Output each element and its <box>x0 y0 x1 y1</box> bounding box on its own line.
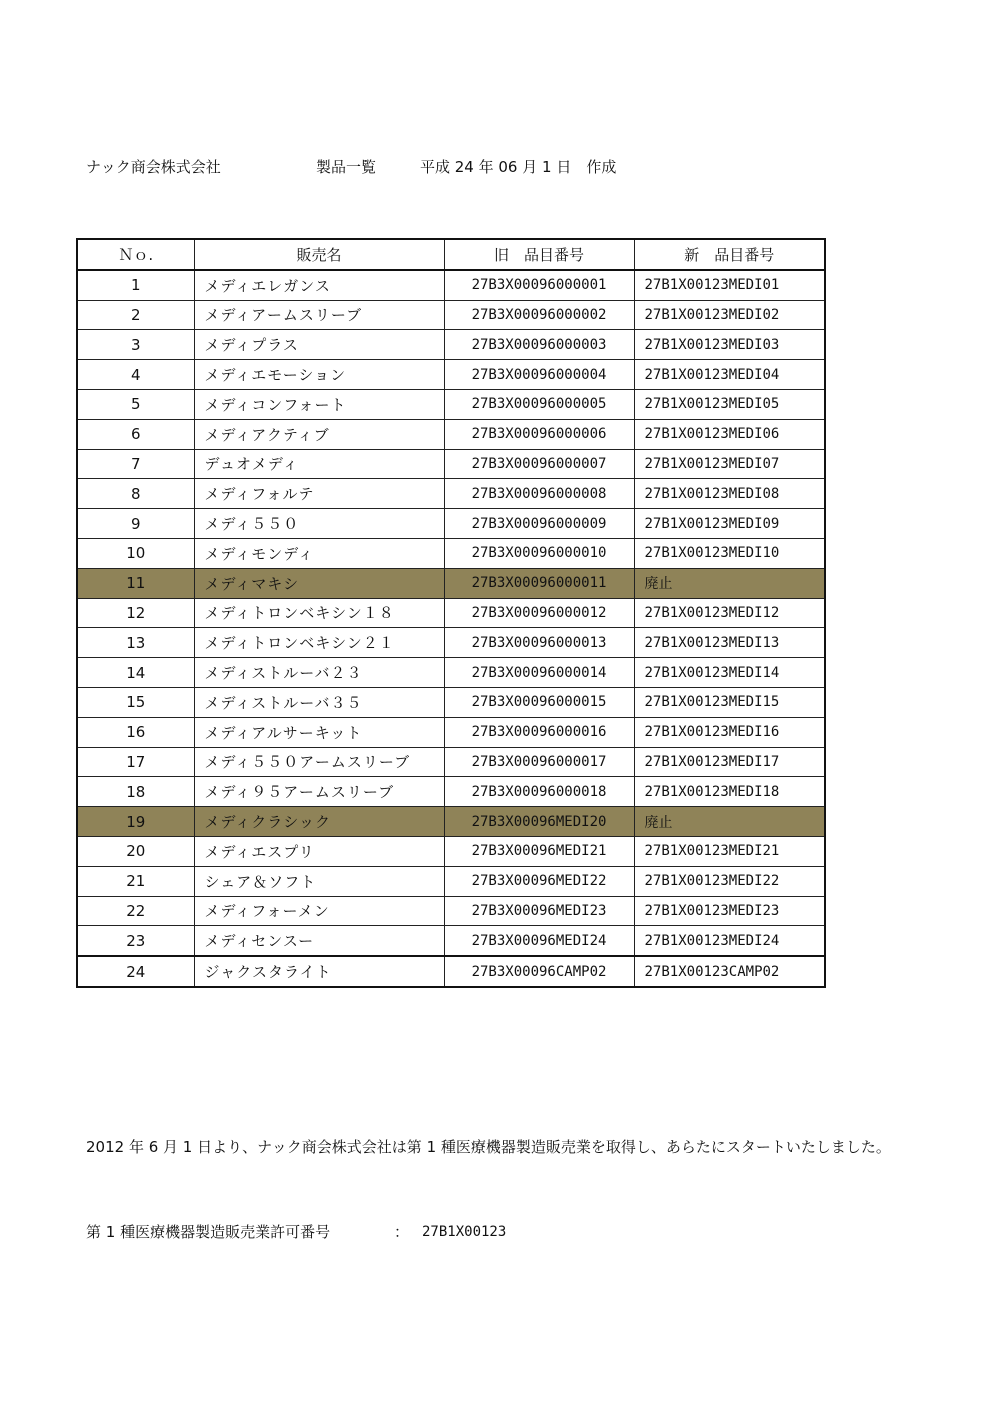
product-name: メディストルーバ２３ <box>194 658 444 688</box>
new-item-number: 27B1X00123MEDI08 <box>634 479 825 509</box>
column-header-old-number: 旧 品目番号 <box>444 239 634 270</box>
new-item-number: 27B1X00123MEDI18 <box>634 777 825 807</box>
row-no: 1 <box>77 270 194 300</box>
old-item-number: 27B3X00096000015 <box>444 687 634 717</box>
old-item-number: 27B3X00096000004 <box>444 360 634 390</box>
new-item-number: 27B1X00123MEDI13 <box>634 628 825 658</box>
table-row-discontinued <box>77 568 825 598</box>
new-item-number: 27B1X00123MEDI12 <box>634 598 825 628</box>
table-row <box>77 747 825 777</box>
product-name: メディ５５０ <box>194 509 444 539</box>
row-no: 24 <box>77 956 194 987</box>
new-item-number: 27B1X00123MEDI23 <box>634 896 825 926</box>
table-row <box>77 956 825 987</box>
new-item-number: 27B1X00123MEDI09 <box>634 509 825 539</box>
old-item-number: 27B3X00096000009 <box>444 509 634 539</box>
product-name: メディクラシック <box>194 807 444 837</box>
old-item-number: 27B3X00096000008 <box>444 479 634 509</box>
product-name: メディトロンベキシン１８ <box>194 598 444 628</box>
old-item-number: 27B3X00096000016 <box>444 717 634 747</box>
row-no: 7 <box>77 449 194 479</box>
product-name: メディエスプリ <box>194 836 444 866</box>
row-no: 5 <box>77 389 194 419</box>
column-header-name: 販売名 <box>194 239 444 270</box>
new-item-number: 27B1X00123MEDI04 <box>634 360 825 390</box>
new-item-number: 27B1X00123MEDI21 <box>634 836 825 866</box>
table-row-discontinued <box>77 807 825 837</box>
product-name: メディ５５０アームスリーブ <box>194 747 444 777</box>
old-item-number: 27B3X00096000002 <box>444 300 634 330</box>
creation-date: 平成 24 年 06 月 1 日 作成 <box>420 158 617 176</box>
product-name: ジャクスタライト <box>194 956 444 987</box>
table-row <box>77 389 825 419</box>
old-item-number: 27B3X00096CAMP02 <box>444 956 634 987</box>
old-item-number: 27B3X00096000017 <box>444 747 634 777</box>
new-item-number: 27B1X00123MEDI10 <box>634 538 825 568</box>
product-name: メディストルーバ３５ <box>194 687 444 717</box>
old-item-number: 27B3X00096000007 <box>444 449 634 479</box>
product-name: シェア＆ソフト <box>194 866 444 896</box>
old-item-number: 27B3X00096000014 <box>444 658 634 688</box>
new-item-number: 27B1X00123MEDI02 <box>634 300 825 330</box>
column-header-no: Ｎｏ. <box>77 239 194 270</box>
row-no: 14 <box>77 658 194 688</box>
row-no: 3 <box>77 330 194 360</box>
table-row <box>77 270 825 300</box>
row-no: 16 <box>77 717 194 747</box>
new-item-number: 27B1X00123MEDI01 <box>634 270 825 300</box>
product-table <box>76 238 826 988</box>
table-row <box>77 509 825 539</box>
table-row <box>77 419 825 449</box>
row-no: 10 <box>77 538 194 568</box>
product-name: メディアルサーキット <box>194 717 444 747</box>
new-item-number: 廃止 <box>634 568 825 598</box>
product-name: メディエモーション <box>194 360 444 390</box>
row-no: 13 <box>77 628 194 658</box>
license-number: 27B1X00123 <box>422 1224 507 1240</box>
table-header-row <box>77 239 825 270</box>
company-name: ナック商会株式会社 <box>86 158 221 176</box>
table-row <box>77 926 825 956</box>
old-item-number: 27B3X00096000018 <box>444 777 634 807</box>
product-name: メディトロンベキシン２１ <box>194 628 444 658</box>
column-header-new-number: 新 品目番号 <box>634 239 825 270</box>
row-no: 11 <box>77 568 194 598</box>
old-item-number: 27B3X00096MEDI21 <box>444 836 634 866</box>
old-item-number: 27B3X00096MEDI24 <box>444 926 634 956</box>
table-row <box>77 628 825 658</box>
row-no: 6 <box>77 419 194 449</box>
product-name: メディフォーメン <box>194 896 444 926</box>
old-item-number: 27B3X00096000011 <box>444 568 634 598</box>
product-name: メディエレガンス <box>194 270 444 300</box>
product-name: メディマキシ <box>194 568 444 598</box>
new-item-number: 27B1X00123CAMP02 <box>634 956 825 987</box>
product-name: メディモンディ <box>194 538 444 568</box>
license-label: 第 1 種医療機器製造販売業許可番号 <box>86 1223 331 1241</box>
new-item-number: 27B1X00123MEDI24 <box>634 926 825 956</box>
old-item-number: 27B3X00096MEDI22 <box>444 866 634 896</box>
table-row <box>77 360 825 390</box>
new-item-number: 27B1X00123MEDI15 <box>634 687 825 717</box>
row-no: 2 <box>77 300 194 330</box>
table-row <box>77 777 825 807</box>
row-no: 9 <box>77 509 194 539</box>
old-item-number: 27B3X00096000003 <box>444 330 634 360</box>
row-no: 15 <box>77 687 194 717</box>
old-item-number: 27B3X00096000005 <box>444 389 634 419</box>
table-row <box>77 717 825 747</box>
table-row <box>77 687 825 717</box>
old-item-number: 27B3X00096000006 <box>444 419 634 449</box>
table-row <box>77 658 825 688</box>
table-row <box>77 598 825 628</box>
license-separator: ： <box>394 1223 410 1241</box>
product-name: メディアクティブ <box>194 419 444 449</box>
old-item-number: 27B3X00096MEDI20 <box>444 807 634 837</box>
document-title: 製品一覧 <box>316 158 377 176</box>
row-no: 22 <box>77 896 194 926</box>
table-row <box>77 300 825 330</box>
product-name: デュオメディ <box>194 449 444 479</box>
product-name: メディフォルテ <box>194 479 444 509</box>
old-item-number: 27B3X00096MEDI23 <box>444 896 634 926</box>
row-no: 8 <box>77 479 194 509</box>
new-item-number: 27B1X00123MEDI06 <box>634 419 825 449</box>
new-item-number: 27B1X00123MEDI07 <box>634 449 825 479</box>
product-name: メディ９５アームスリーブ <box>194 777 444 807</box>
row-no: 21 <box>77 866 194 896</box>
new-item-number: 廃止 <box>634 807 825 837</box>
old-item-number: 27B3X00096000010 <box>444 538 634 568</box>
row-no: 19 <box>77 807 194 837</box>
table-row <box>77 538 825 568</box>
row-no: 17 <box>77 747 194 777</box>
product-name: メディセンスー <box>194 926 444 956</box>
new-item-number: 27B1X00123MEDI05 <box>634 389 825 419</box>
old-item-number: 27B3X00096000001 <box>444 270 634 300</box>
new-item-number: 27B1X00123MEDI22 <box>634 866 825 896</box>
table-row <box>77 449 825 479</box>
new-item-number: 27B1X00123MEDI03 <box>634 330 825 360</box>
row-no: 20 <box>77 836 194 866</box>
notice-paragraph: 2012 年 6 月 1 日より、ナック商会株式会社は第 1 種医療機器製造販売業を取得し、あらたにスタートいたしました。 <box>86 1138 891 1156</box>
table-row <box>77 866 825 896</box>
new-item-number: 27B1X00123MEDI14 <box>634 658 825 688</box>
row-no: 18 <box>77 777 194 807</box>
new-item-number: 27B1X00123MEDI17 <box>634 747 825 777</box>
old-item-number: 27B3X00096000012 <box>444 598 634 628</box>
old-item-number: 27B3X00096000013 <box>444 628 634 658</box>
table-row <box>77 330 825 360</box>
new-item-number: 27B1X00123MEDI16 <box>634 717 825 747</box>
product-name: メディコンフォート <box>194 389 444 419</box>
row-no: 23 <box>77 926 194 956</box>
product-name: メディプラス <box>194 330 444 360</box>
product-name: メディアームスリーブ <box>194 300 444 330</box>
table-row <box>77 836 825 866</box>
table-row <box>77 479 825 509</box>
table-row <box>77 896 825 926</box>
row-no: 4 <box>77 360 194 390</box>
row-no: 12 <box>77 598 194 628</box>
